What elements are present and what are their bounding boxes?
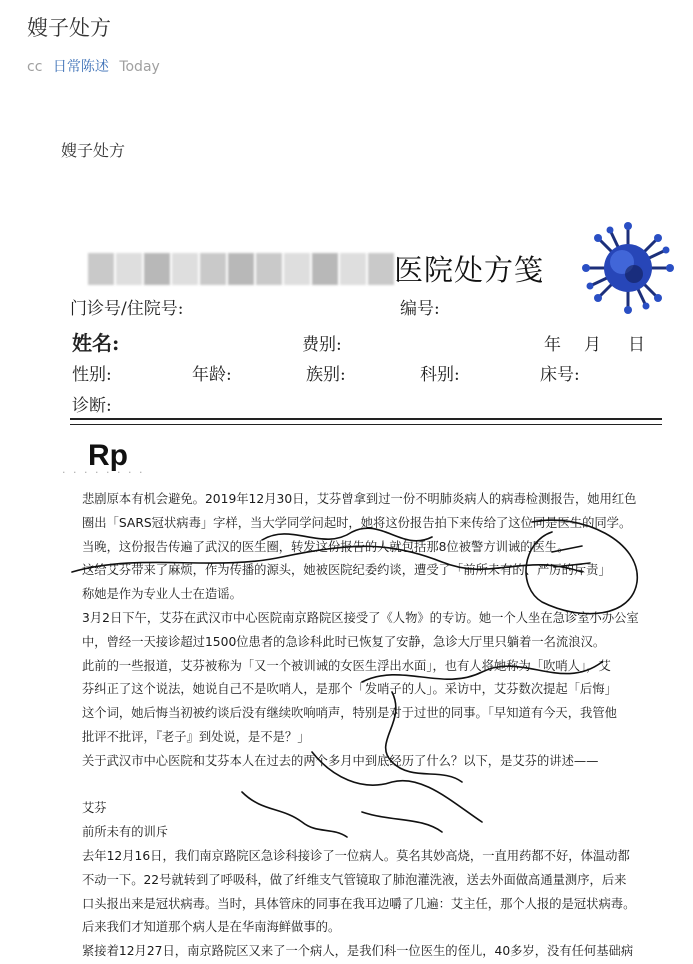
post-meta: [27, 56, 166, 76]
text-line: 紧接着12月27日，南京路院区又来了一个病人，是我们科一位医生的侄儿，40多岁，没有任何基础病: [82, 944, 634, 959]
date-day-label: 日: [628, 335, 645, 355]
text-line: 这给艾芬带来了麻烦，作为传播的源头，她被医院纪委约谈，遭受了「前所未有的、严厉的斥责」: [82, 563, 611, 578]
outpatient-number-label: 门诊号/住院号:: [70, 299, 184, 319]
text-line: 这个词，她后悔当初被约谈后没有继续吹响哨声，特别是对于过世的同事。「早知道有今天，我管他: [82, 706, 617, 721]
date-year-label: 年: [544, 335, 561, 355]
redacted-hospital-name: [88, 253, 396, 285]
text-line: 当晚，这份报告传遍了武汉的医生圈，转发这份报告的人就包括那8位被警方训诫的医生。: [82, 539, 570, 554]
virus-icon: [582, 222, 674, 314]
patient-name-label: 姓名:: [72, 331, 120, 355]
divider-line: [70, 418, 662, 420]
prescription-body-text: [82, 488, 666, 964]
text-line: 去年12月16日，我们南京路院区急诊科接诊了一位病人。莫名其妙高烧，一直用药都不好，体温动都: [82, 848, 630, 863]
text-line: 艾芬: [82, 801, 107, 816]
post-category-link[interactable]: 日常陈述: [52, 59, 109, 75]
text-line: 称她是作为专业人士在造谣。: [82, 587, 242, 602]
content-heading: 嫂子处方: [61, 141, 126, 160]
text-line: 悲剧原本有机会避免。2019年12月30日，艾芬曾拿到过一份不明肺炎病人的病毒检测报告，她用红色: [82, 492, 637, 506]
text-line: 关于武汉市中心医院和艾芬本人在过去的两个多月中到底经历了什么？以下，是艾芬的讲述——: [82, 753, 599, 768]
text-line: 芬纠正了这个说法，她说自己不是吹哨人，是那个「发哨子的人」。采访中，艾芬数次提起「后悔」: [82, 682, 617, 697]
prescription-image: [62, 222, 672, 959]
text-line: [82, 774, 666, 798]
scan-noise: · · · · · · · ·: [62, 466, 145, 479]
post-date: Today: [119, 59, 160, 75]
divider-line: [70, 424, 662, 425]
diagnosis-label: 诊断:: [72, 396, 112, 416]
text-line: 圈出「SARS冠状病毒」字样，当大学同学问起时，她将这份报告拍下来传给了这位同是医生的同学。: [82, 515, 632, 530]
date-month-label: 月: [584, 335, 601, 355]
gender-label: 性别:: [72, 365, 112, 385]
text-line: 中，曾经一天接诊超过1500位患者的急诊科此时已恢复了安静，急诊大厅里只躺着一名流浪汉。: [82, 634, 606, 649]
bed-number-label: 床号:: [540, 365, 580, 385]
age-label: 年龄:: [192, 365, 232, 385]
ethnicity-label: 族别:: [306, 365, 346, 385]
prescription-header: 医院处方笺: [394, 253, 545, 287]
rp-symbol: Rp: [88, 439, 128, 472]
serial-number-label: 编号:: [400, 299, 440, 319]
text-line: 3月2日下午，艾芬在武汉市中心医院南京路院区接受了《人物》的专访。她一个人坐在急诊室小办公室: [82, 610, 639, 625]
text-line: 不动一下。22号就转到了呼吸科，做了纤维支气管镜取了肺泡灌洗液，送去外面做高通量测序，后来: [82, 872, 627, 887]
text-line: 前所未有的训斥: [82, 825, 169, 840]
text-line: 批评不批评，『老子』到处说，是不是？」: [82, 729, 310, 744]
text-line: 此前的一些报道，艾芬被称为「又一个被训诫的女医生浮出水面」，也有人将她称为「吹哨人」，艾: [82, 658, 611, 673]
post-author[interactable]: cc: [27, 59, 43, 75]
text-line: 口头报出来是冠状病毒。当时，具体管床的同事在我耳边嚼了几遍：艾主任，那个人报的是冠状病毒。: [82, 896, 636, 911]
department-label: 科别:: [420, 365, 460, 385]
fee-type-label: 费别:: [302, 335, 342, 355]
text-line: 后来我们才知道那个病人是在华南海鲜做事的。: [82, 920, 341, 935]
post-title: 嫂子处方: [27, 16, 111, 40]
